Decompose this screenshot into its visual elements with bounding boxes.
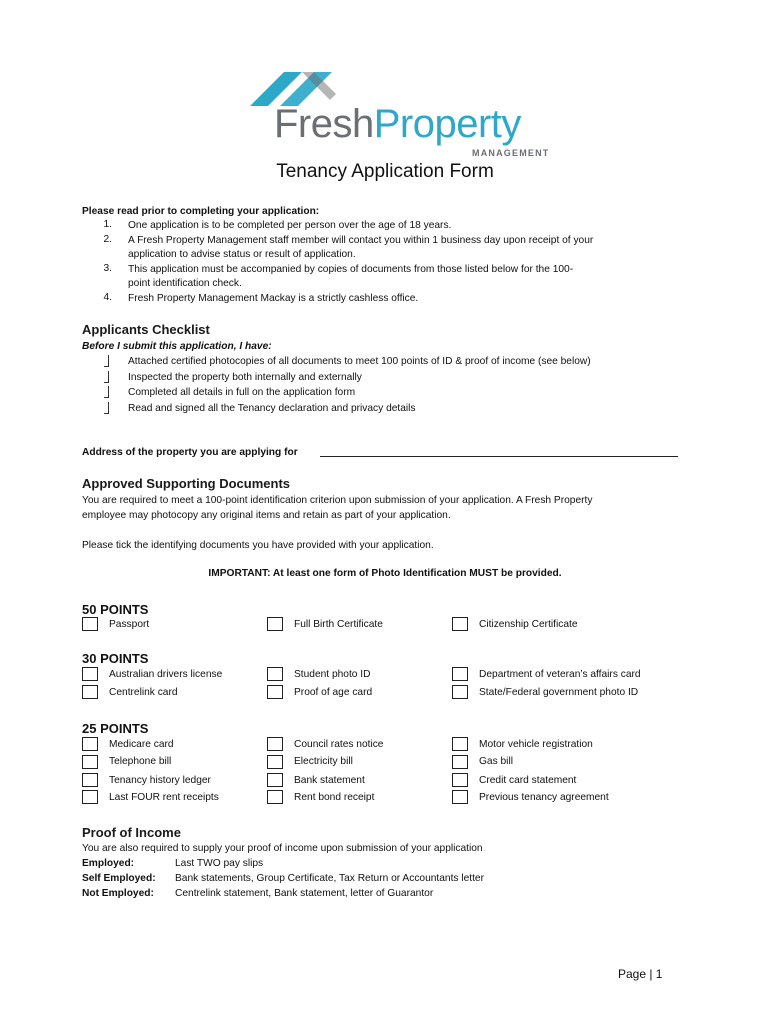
vehicle-registration-label: Motor vehicle registration: [479, 739, 593, 750]
bank-statement-checkbox[interactable]: [267, 773, 283, 787]
income-intro: You are also required to supply your proof of income upon submission of your application: [82, 843, 483, 854]
income-self-employed-value: Bank statements, Group Certificate, Tax Return or Accountants letter: [175, 873, 484, 884]
checklist-item-4: Read and signed all the Tenancy declaration and privacy details: [128, 403, 416, 414]
intro-num-4: 4.: [103, 292, 112, 303]
citizenship-certificate-label: Citizenship Certificate: [479, 619, 578, 630]
tenancy-ledger-checkbox[interactable]: [82, 773, 98, 787]
telephone-bill-label: Telephone bill: [109, 756, 172, 767]
points25-heading: 25 POINTS: [82, 721, 149, 736]
points30-heading: 30 POINTS: [82, 651, 149, 666]
birth-certificate-label: Full Birth Certificate: [294, 619, 383, 630]
intro-item-3-line-1: This application must be accompanied by copies of documents from those listed below for the 100-: [128, 264, 574, 275]
telephone-bill-checkbox[interactable]: [82, 755, 98, 769]
rent-receipts-label: Last FOUR rent receipts: [109, 792, 219, 803]
passport-checkbox[interactable]: [82, 617, 98, 631]
logo-management: MANAGEMENT: [472, 148, 550, 158]
checklist-tick-2[interactable]: [104, 371, 109, 383]
medicare-card-label: Medicare card: [109, 739, 174, 750]
page-title: Tenancy Application Form: [276, 161, 494, 182]
gas-bill-label: Gas bill: [479, 756, 513, 767]
previous-tenancy-checkbox[interactable]: [452, 790, 468, 804]
income-not-employed-label: Not Employed:: [82, 888, 154, 899]
checklist-tick-1[interactable]: [104, 355, 109, 367]
drivers-license-checkbox[interactable]: [82, 667, 98, 681]
page-number: Page | 1: [618, 967, 663, 981]
supporting-para-line-2: employee may photocopy any original items and retain as part of your application.: [82, 510, 451, 521]
checklist-tick-3[interactable]: [104, 386, 109, 398]
proof-of-age-label: Proof of age card: [294, 687, 373, 698]
company-logo: [250, 66, 550, 158]
checklist-subheading: Before I submit this application, I have:: [82, 341, 272, 352]
gas-bill-checkbox[interactable]: [452, 755, 468, 769]
electricity-bill-label: Electricity bill: [294, 756, 353, 767]
student-photo-id-label: Student photo ID: [294, 669, 371, 680]
council-rates-checkbox[interactable]: [267, 737, 283, 751]
proof-of-age-checkbox[interactable]: [267, 685, 283, 699]
supporting-tick-instruction: Please tick the identifying documents you have provided with your application.: [82, 540, 434, 551]
intro-item-1: One application is to be completed per person over the age of 18 years.: [128, 220, 452, 231]
checklist-item-2: Inspected the property both internally and externally: [128, 372, 362, 383]
council-rates-label: Council rates notice: [294, 739, 384, 750]
passport-label: Passport: [109, 619, 150, 630]
intro-num-3: 3.: [103, 263, 112, 274]
income-employed-value: Last TWO pay slips: [175, 858, 264, 869]
supporting-para-line-1: You are required to meet a 100-point identification criterion upon submission of your application. A Fresh Property: [82, 495, 593, 506]
logo-wordmark: [274, 102, 521, 146]
address-input-line[interactable]: [320, 456, 678, 457]
intro-item-2-line-2: application to advise status or result of application.: [128, 249, 356, 260]
credit-card-statement-checkbox[interactable]: [452, 773, 468, 787]
points50-heading: 50 POINTS: [82, 602, 149, 617]
intro-num-2: 2.: [103, 234, 112, 245]
birth-certificate-checkbox[interactable]: [267, 617, 283, 631]
income-heading: Proof of Income: [82, 825, 181, 840]
government-photo-id-label: State/Federal government photo ID: [479, 687, 639, 698]
intro-heading: Please read prior to completing your application:: [82, 206, 320, 217]
vehicle-registration-checkbox[interactable]: [452, 737, 468, 751]
intro-item-3-line-2: point identification check.: [128, 278, 242, 289]
medicare-card-checkbox[interactable]: [82, 737, 98, 751]
checklist-item-1: Attached certified photocopies of all documents to meet 100 points of ID & proof of income (see below): [128, 356, 591, 367]
income-self-employed-label: Self Employed:: [82, 873, 156, 884]
bank-statement-label: Bank statement: [294, 775, 365, 786]
checklist-tick-4[interactable]: [104, 402, 109, 414]
centrelink-card-label: Centrelink card: [109, 687, 178, 698]
citizenship-certificate-checkbox[interactable]: [452, 617, 468, 631]
intro-item-2-line-1: A Fresh Property Management staff member will contact you within 1 business day upon receipt of your: [128, 235, 594, 246]
student-photo-id-checkbox[interactable]: [267, 667, 283, 681]
address-label: Address of the property you are applying for: [82, 447, 298, 458]
rent-bond-receipt-label: Rent bond receipt: [294, 792, 375, 803]
government-photo-id-checkbox[interactable]: [452, 685, 468, 699]
veterans-card-checkbox[interactable]: [452, 667, 468, 681]
centrelink-card-checkbox[interactable]: [82, 685, 98, 699]
electricity-bill-checkbox[interactable]: [267, 755, 283, 769]
income-employed-label: Employed:: [82, 858, 135, 869]
checklist-item-3: Completed all details in full on the application form: [128, 387, 356, 398]
income-not-employed-value: Centrelink statement, Bank statement, letter of Guarantor: [175, 888, 434, 899]
tenancy-ledger-label: Tenancy history ledger: [109, 775, 211, 786]
drivers-license-label: Australian drivers license: [109, 669, 223, 680]
veterans-card-label: Department of veteran’s affairs card: [479, 669, 641, 680]
checklist-heading: Applicants Checklist: [82, 322, 210, 337]
credit-card-statement-label: Credit card statement: [479, 775, 577, 786]
intro-item-4: Fresh Property Management Mackay is a strictly cashless office.: [128, 293, 419, 304]
rent-bond-receipt-checkbox[interactable]: [267, 790, 283, 804]
important-note: IMPORTANT: At least one form of Photo Identification MUST be provided.: [208, 568, 562, 579]
logo-property: Property: [373, 102, 521, 146]
supporting-heading: Approved Supporting Documents: [82, 476, 290, 491]
logo-fresh: Fresh: [274, 102, 374, 146]
previous-tenancy-label: Previous tenancy agreement: [479, 792, 609, 803]
intro-num-1: 1.: [103, 219, 112, 230]
rent-receipts-checkbox[interactable]: [82, 790, 98, 804]
